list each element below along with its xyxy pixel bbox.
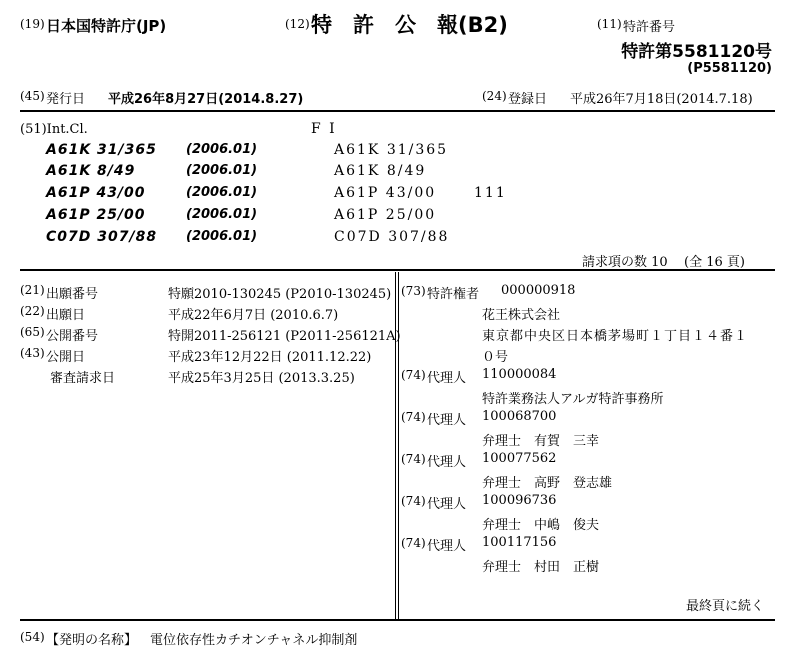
- field-label: 出願日: [46, 308, 86, 323]
- agent-code: 110000084: [482, 367, 557, 382]
- field-value: 平成22年6月7日 (2010.6.7): [168, 308, 339, 323]
- continued-note: 最終頁に続く: [685, 599, 764, 614]
- agent-code: 100077562: [482, 451, 557, 466]
- registration-date: 平成26年7月18日(2014.7.18): [570, 92, 753, 107]
- ipc-version: (2006.01): [186, 185, 258, 200]
- agent-code: 100068700: [482, 409, 557, 424]
- field-value: 平成23年12月22日 (2011.12.22): [168, 350, 372, 365]
- field-number: (21): [20, 283, 45, 297]
- agent-code: 100096736: [482, 493, 557, 508]
- field-label: 公開番号: [46, 329, 99, 344]
- application-row: [20, 325, 401, 344]
- agent-number: (74): [401, 536, 426, 550]
- rule-middle: [20, 269, 775, 271]
- ipc-version: (2006.01): [186, 163, 258, 178]
- title-label: 【発明の名称】: [46, 633, 138, 648]
- column-divider-left: [395, 272, 396, 619]
- classification-row: [46, 185, 507, 201]
- agent-name: 弁理士 有賀 三幸: [482, 434, 600, 449]
- registration-date-number: (24): [482, 89, 507, 103]
- ipc-version: (2006.01): [186, 229, 258, 244]
- patent-number-sub: (P5581120): [687, 61, 772, 76]
- intcl-label: (51)Int.Cl.: [20, 122, 88, 137]
- agent-label: 代理人: [427, 413, 467, 428]
- office-number: (19): [20, 17, 45, 31]
- application-row: [20, 346, 372, 365]
- ipc-code: A61K 31/365: [46, 142, 157, 158]
- agent-label: 代理人: [427, 371, 467, 386]
- issue-date-label: 発行日: [46, 92, 86, 107]
- application-row: [20, 283, 392, 302]
- page-count: (全 16 頁): [684, 255, 745, 270]
- registration-date-label: 登録日: [508, 92, 548, 107]
- field-label: 審査請求日: [50, 371, 116, 386]
- owner-number: (73): [401, 284, 426, 298]
- agent-name: 弁理士 村田 正樹: [482, 560, 600, 575]
- agent-name: 弁理士 高野 登志雄: [482, 476, 613, 491]
- field-number: (43): [20, 346, 45, 360]
- field-label: 公開日: [46, 350, 86, 365]
- agent-label: 代理人: [427, 539, 467, 554]
- patent-number-label: 特許番号: [623, 20, 676, 35]
- kind-number: (12): [285, 17, 310, 31]
- agent-label: 代理人: [427, 497, 467, 512]
- fi-code: C07D 307/88: [334, 229, 450, 245]
- field-number: (65): [20, 325, 45, 339]
- agent-name: 弁理士 中嶋 俊夫: [482, 518, 600, 533]
- owner-label: 特許権者: [427, 287, 480, 302]
- ipc-version: (2006.01): [186, 142, 258, 157]
- column-divider-right: [398, 272, 399, 619]
- owner-name: 花王株式会社: [482, 308, 561, 323]
- field-value: 特開2011-256121 (P2011-256121A): [168, 329, 401, 344]
- classification-row: [46, 142, 449, 158]
- fi-extra: 111: [474, 185, 507, 201]
- ipc-code: A61P 43/00: [46, 185, 146, 201]
- classification-row: [46, 207, 437, 223]
- agent-number: (74): [401, 410, 426, 424]
- field-number: (22): [20, 304, 45, 318]
- agent-label: 代理人: [427, 455, 467, 470]
- rule-top: [20, 110, 775, 112]
- claims-count: 請求項の数 10: [582, 255, 668, 270]
- patent-number: 特許第5581120号: [621, 42, 772, 62]
- ipc-code: A61K 8/49: [46, 163, 136, 179]
- agent-number: (74): [401, 452, 426, 466]
- title-number: (54): [20, 630, 45, 644]
- agent-code: 100117156: [482, 535, 557, 550]
- fi-code: A61P 43/00: [334, 185, 437, 201]
- agent-name: 特許業務法人アルガ特許事務所: [482, 392, 664, 407]
- field-value: 特願2010-130245 (P2010-130245): [168, 287, 392, 302]
- owner-address-line2: ０号: [482, 350, 509, 365]
- invention-title: 電位依存性カチオンチャネル抑制剤: [150, 633, 358, 648]
- classification-row: [46, 163, 427, 179]
- application-row: [20, 304, 339, 323]
- fi-code: A61K 31/365: [334, 142, 449, 158]
- office-name: 日本国特許庁(JP): [46, 17, 167, 35]
- issue-date: 平成26年8月27日(2014.8.27): [108, 92, 304, 107]
- publication-kind: 特 許 公 報(B2): [311, 13, 508, 37]
- agent-number: (74): [401, 494, 426, 508]
- patent-number-label-num: (11): [597, 17, 622, 31]
- classification-row: [46, 229, 450, 245]
- fi-code: A61P 25/00: [334, 207, 437, 223]
- owner-code: 000000918: [501, 283, 576, 298]
- ipc-code: A61P 25/00: [46, 207, 146, 223]
- issue-date-number: (45): [20, 89, 45, 103]
- fi-code: A61K 8/49: [334, 163, 427, 179]
- rule-bottom: [20, 619, 775, 621]
- agent-number: (74): [401, 368, 426, 382]
- fi-label: F I: [311, 121, 337, 137]
- ipc-code: C07D 307/88: [46, 229, 158, 245]
- owner-address-line1: 東京都中央区日本橋茅場町１丁目１４番１: [482, 329, 749, 344]
- field-label: 出願番号: [46, 287, 99, 302]
- ipc-version: (2006.01): [186, 207, 258, 222]
- field-value: 平成25年3月25日 (2013.3.25): [168, 371, 355, 386]
